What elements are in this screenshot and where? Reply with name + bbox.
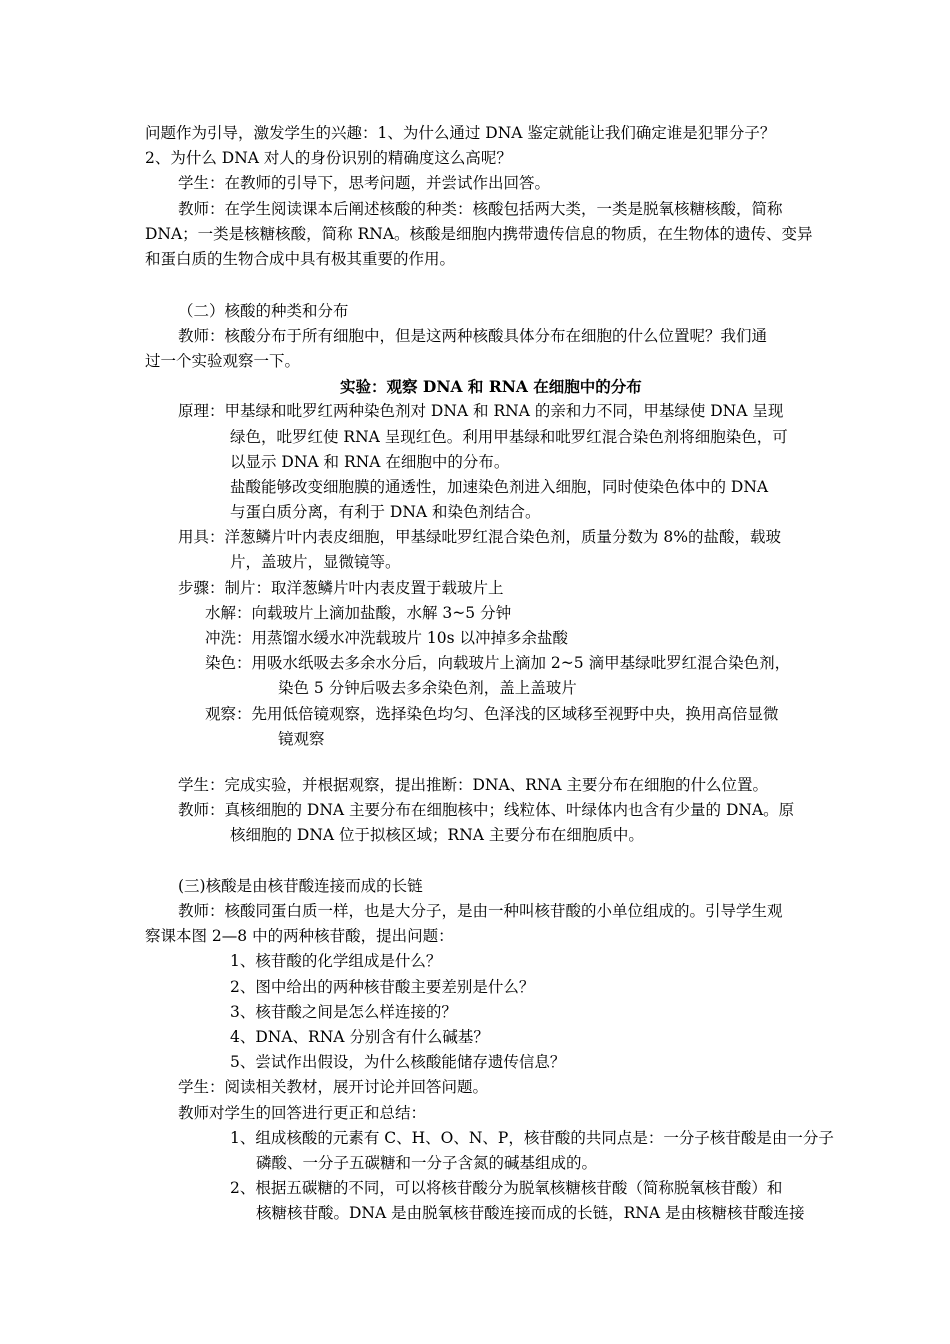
paragraph-line: 盐酸能够改变细胞膜的通透性，加速染色剂进入细胞，同时使染色体中的 DNA	[230, 478, 769, 496]
paragraph-line: 教师：核酸分布于所有细胞中，但是这两种核酸具体分布在细胞的什么位置呢？我们通	[178, 327, 768, 345]
list-item: 2、根据五碳糖的不同，可以将核苷酸分为脱氧核糖核苷酸（简称脱氧核苷酸）和	[230, 1179, 783, 1197]
paragraph-line: 问题作为引导，激发学生的兴趣：1、为什么通过 DNA 鉴定就能让我们确定谁是犯罪分子？	[145, 124, 776, 142]
paragraph-line: 2、为什么 DNA 对人的身份识别的精确度这么高呢？	[145, 149, 512, 167]
paragraph-line: 和蛋白质的生物合成中具有极其重要的作用。	[145, 250, 456, 268]
paragraph-line: 水解：向载玻片上滴加盐酸，水解 3~5 分钟	[205, 604, 512, 622]
list-item-continued: 核糖核苷酸。DNA 是由脱氧核苷酸连接而成的长链，RNA 是由核糖核苷酸连接	[256, 1204, 805, 1222]
paragraph-line: 教师：核酸同蛋白质一样，也是大分子，是由一种叫核苷酸的小单位组成的。引导学生观	[178, 902, 783, 920]
list-item: 4、DNA、RNA 分别含有什么碱基？	[230, 1028, 489, 1046]
paragraph-line: 学生：完成实验，并根据观察，提出推断：DNA、RNA 主要分布在细胞的什么位置。	[178, 776, 769, 794]
paragraph-line: 以显示 DNA 和 RNA 在细胞中的分布。	[230, 453, 510, 471]
paragraph-line: 教师：在学生阅读课本后阐述核酸的种类：核酸包括两大类，一类是脱氧核糖核酸，简称	[178, 200, 783, 218]
paragraph-line: DNA；一类是核糖核酸，简称 RNA。核酸是细胞内携带遗传信息的物质，在生物体的遗传、变异	[145, 225, 813, 243]
paragraph-line: 冲洗：用蒸馏水缓水冲洗载玻片 10s 以冲掉多余盐酸	[205, 629, 569, 647]
paragraph-line: 察课本图 2—8 中的两种核苷酸，提出问题：	[145, 927, 454, 945]
paragraph-line: 片，盖玻片，显微镜等。	[230, 553, 401, 571]
paragraph-line: 染色 5 分钟后吸去多余染色剂，盖上盖玻片	[278, 679, 577, 697]
paragraph-line: 与蛋白质分离，有利于 DNA 和染色剂结合。	[230, 503, 541, 521]
paragraph-line: 步骤：制片：取洋葱鳞片叶内表皮置于载玻片上	[178, 579, 504, 597]
paragraph-line: 原理：甲基绿和吡罗红两种染色剂对 DNA 和 RNA 的亲和力不同，甲基绿使 DNA 呈现	[178, 402, 784, 420]
section-heading: (三)核酸是由核苷酸连接而成的长链	[178, 877, 423, 895]
list-item-continued: 磷酸、一分子五碳糖和一分子含氮的碱基组成的。	[256, 1154, 598, 1172]
paragraph-line: 学生：在教师的引导下，思考问题，并尝试作出回答。	[178, 174, 551, 192]
experiment-title: 实验：观察 DNA 和 RNA 在细胞中的分布	[340, 377, 642, 396]
list-item: 2、图中给出的两种核苷酸主要差别是什么？	[230, 978, 535, 996]
paragraph-line: 观察：先用低倍镜观察，选择染色均匀、色泽浅的区域移至视野中央，换用高倍显微	[205, 705, 779, 723]
paragraph-line: 学生：阅读相关教材，展开讨论并回答问题。	[178, 1078, 489, 1096]
paragraph-line: 镜观察	[278, 730, 325, 748]
paragraph-line: 教师对学生的回答进行更正和总结：	[178, 1104, 427, 1122]
paragraph-line: 绿色，吡罗红使 RNA 呈现红色。利用甲基绿和吡罗红混合染色剂将细胞染色，可	[230, 428, 788, 446]
paragraph-line: 教师：真核细胞的 DNA 主要分布在细胞核中；线粒体、叶绿体内也含有少量的 DNA。原	[178, 801, 795, 819]
list-item: 3、核苷酸之间是怎么样连接的？	[230, 1003, 457, 1021]
paragraph-line: 过一个实验观察一下。	[145, 352, 301, 370]
paragraph-line: 染色：用吸水纸吸去多余水分后，向载玻片上滴加 2~5 滴甲基绿吡罗红混合染色剂，	[205, 654, 791, 672]
section-heading: （二）核酸的种类和分布	[178, 302, 349, 320]
paragraph-line: 用具：洋葱鳞片叶内表皮细胞，甲基绿吡罗红混合染色剂，质量分数为 8%的盐酸，载玻	[178, 528, 782, 546]
list-item: 1、核苷酸的化学组成是什么？	[230, 952, 442, 970]
list-item: 5、尝试作出假设，为什么核酸能储存遗传信息？	[230, 1053, 566, 1071]
list-item: 1、组成核酸的元素有 C、H、O、N、P，核苷酸的共同点是：一分子核苷酸是由一分子	[230, 1129, 834, 1147]
paragraph-line: 核细胞的 DNA 位于拟核区域；RNA 主要分布在细胞质中。	[230, 826, 644, 844]
